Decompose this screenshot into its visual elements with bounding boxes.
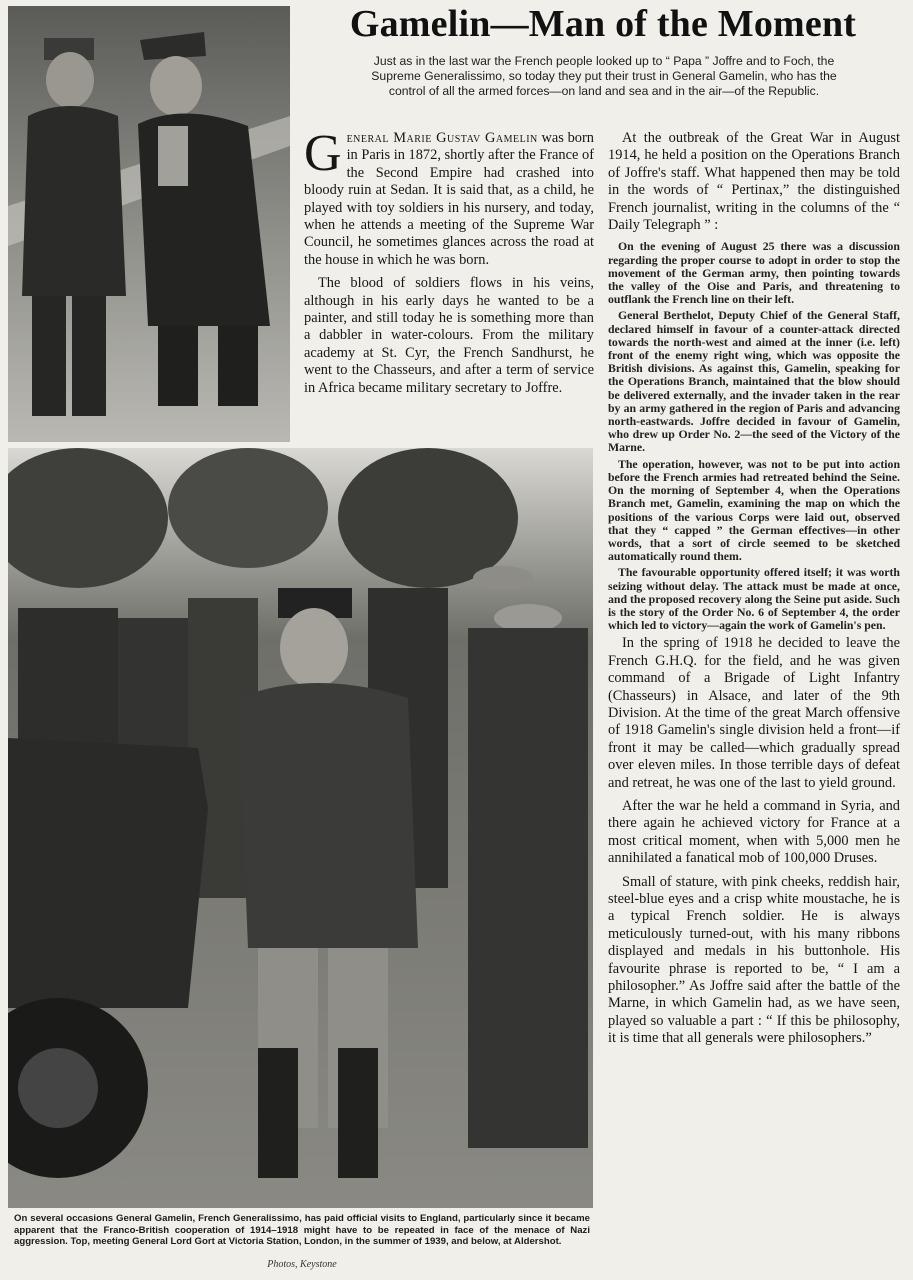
- quote-paragraph-1: On the evening of August 25 there was a discussion regarding the proper course to adopt in order to stop the movement of the German army, then pointing towards the valley of the Oise and Paris, and threatening to outflank the French line on their left.: [608, 239, 900, 307]
- photo-gamelin-meeting-gort: [8, 6, 290, 442]
- paragraph-2: The blood of soldiers flows in his veins, although in his early days he wanted to be a painter, and still today he is something more than a dabbler in water-colours. From the military academy at St. Cyr, the French Sandhurst, he went to the Chasseurs, and after a term of service in Africa became military secretary to Joffre.: [304, 275, 594, 396]
- paragraph-6: Small of stature, with pink cheeks, reddish hair, steel-blue eyes and a crisp white moustache, he is a typical French soldier. He is always meticulously turned-out, with his many ribbons displayed and medals in his buttonhole. His favourite phrase is reported to be, “ I am a philosopher.” As Joffre said after the battle of the Marne, in which Gamelin had, as we have seen, played so valuable a part : “ If this be philosophy, it is time that all generals were philosophers.”: [608, 873, 900, 1047]
- paragraph-5: After the war he held a command in Syria, and there again he achieved victory for France at a most critical moment, when with 5,000 men he annihilated a fanatical mob of 100,000 Druses.: [608, 797, 900, 867]
- article-intro: Just as in the last war the French people looked up to “ Papa ” Joffre and to Foch, the Supreme Generalissimo, so today they put their trust in General Gamelin, who has the control of all the armed forces—on land and sea and in the air—of the Republic.: [371, 54, 837, 98]
- photo-caption: On several occasions General Gamelin, French Generalissimo, has paid official visits to England, particularly since it became apparent that the Franco-British cooperation of 1914–1918 might have to be repeated in face of the menace of Nazi aggression. Top, meeting General Lord Gort at Victoria Station, London, in the summer of 1939, and below, at Aldershot.: [14, 1213, 590, 1248]
- quote-paragraph-3: The operation, however, was not to be put into action before the French armies had retreated behind the Seine. On the morning of September 4, when the Operations Branch met, Gamelin, examining the map on which the positions of the various Corps were laid out, observed that they “ capped ” the German effectives—in other words, that a sort of circle seemed to be sketched automatically round them.: [608, 456, 900, 564]
- quote-paragraph-4: The favourable opportunity offered itself; it was worth seizing without delay. The attack must be made at once, and the proposed recovery along the Seine put aside. Such is the story of the Order No. 6 of September 4, the order which led to victory—again the work of Gamelin's pen.: [608, 565, 900, 633]
- lead-name: eneral Marie Gustav Gamelin: [346, 130, 538, 146]
- text-column-left: [304, 125, 594, 403]
- quote-paragraph-2: General Berthelot, Deputy Chief of the General Staff, declared himself in favour of a counter-attack directed towards the north-west and aimed at the inner (i.e. left) front of the enemy right wing, which was opposite the British divisions. As against this, Gamelin, speaking for the Operations Branch, maintained that the blow should be delivered externally, and the invader taken in the rear by an army gathered in the region of Paris and advancing north-eastwards. Joffre decided in favour of Gamelin, who drew up Order No. 2—the seed of the Victory of the Marne.: [608, 308, 900, 455]
- drop-cap: G: [304, 125, 342, 182]
- text-column-right: [608, 130, 900, 1054]
- lead-paragraph: was born in Paris in 1872, shortly after the France of the Second Empire had crashed into bloody ruin at Sedan. It is said that, as a child, he played with toy soldiers in his nursery, and today, when he attends a meeting of the Supreme War Council, he sometimes glances across the road at the house in which he was born.: [304, 130, 594, 268]
- article-title: Gamelin—Man of the Moment: [349, 3, 857, 45]
- paragraph-3: At the outbreak of the Great War in August 1914, he held a position on the Operations Branch of Joffre's staff. What happened then may be told in the words of “ Pertinax,” the distinguished French journalist, writing in the columns of the “ Daily Telegraph ” :: [608, 130, 900, 234]
- photo-credit: Photos, Keystone: [267, 1259, 337, 1270]
- photo-gamelin-aldershot: [8, 448, 593, 1208]
- paragraph-4: In the spring of 1918 he decided to leave the French G.H.Q. for the field, and he was given command of a Brigade of Light Infantry (Chasseurs) in Alsace, and later of the 9th Division. At the time of the great March offensive of 1918 Gamelin's single division held a front—if front it may be called—which gradually spread over eleven miles. In those terrible days of defeat and retreat, he was one of the last to yield ground.: [608, 635, 900, 791]
